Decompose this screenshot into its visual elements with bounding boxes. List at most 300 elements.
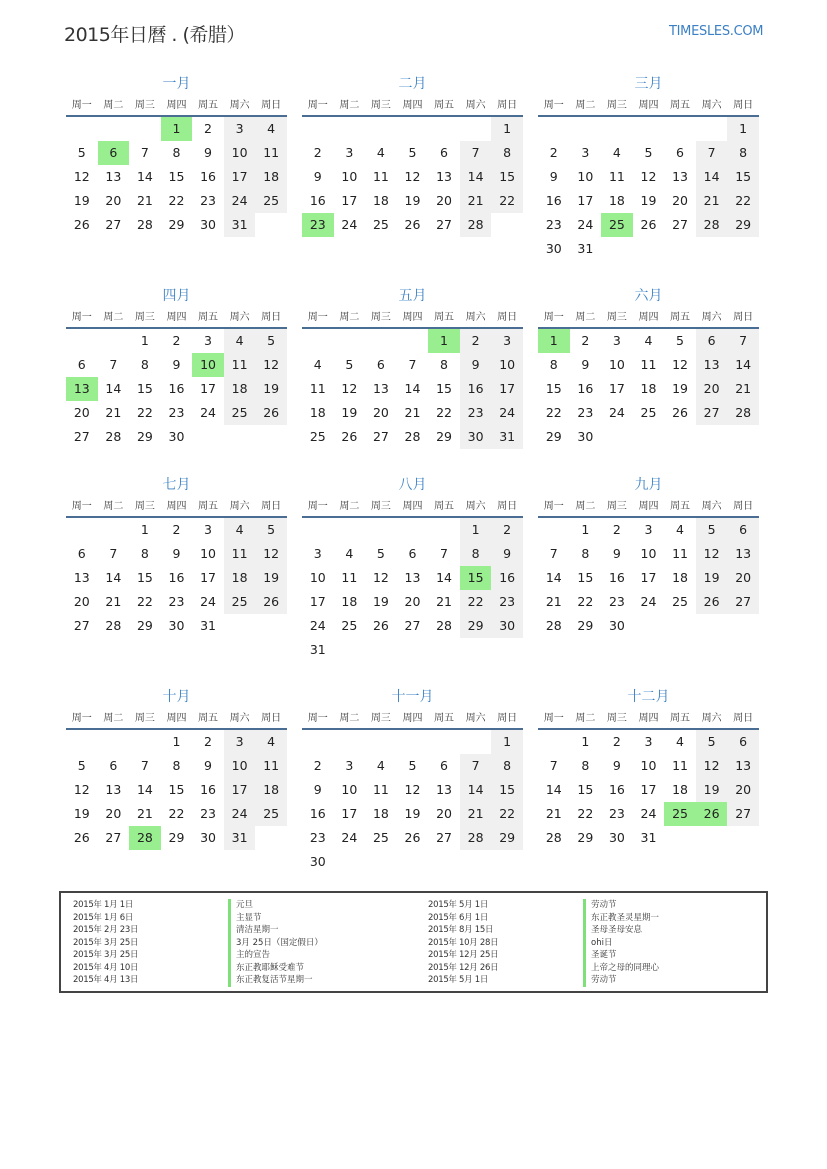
page-title: 2015年日曆 . (希腊） (64, 24, 245, 46)
day-cell: 15 (577, 570, 594, 585)
day-cell: 1 (491, 730, 523, 754)
holiday-item (73, 924, 323, 937)
day-cell: 14 (105, 570, 122, 585)
weekday-header (66, 496, 287, 518)
week-row (538, 590, 759, 614)
weekday-label: 周二 (103, 501, 124, 512)
weekday-label: 周五 (198, 501, 219, 512)
day-cell: 6 (440, 758, 448, 773)
week-row (302, 638, 523, 662)
empty-day-cell (365, 638, 397, 662)
day-cell: 13 (66, 377, 98, 401)
day-cell: 8 (172, 145, 181, 160)
day-cell: 20 (436, 806, 452, 821)
day-cell: 7 (696, 141, 728, 165)
holiday-name: 劳动节 (583, 899, 617, 912)
day-cell: 5 (696, 518, 728, 542)
day-cell: 7 (460, 141, 492, 165)
empty-day-cell (365, 329, 397, 353)
week-row (538, 802, 759, 826)
empty-day-cell (696, 614, 728, 638)
week-row (66, 401, 287, 425)
day-cell: 3 (644, 734, 653, 749)
holiday-name: 东正教圣灵星期一 (583, 912, 659, 925)
day-cell: 10 (309, 570, 326, 585)
weekday-label: 周三 (606, 100, 627, 111)
weekday-label: 周二 (103, 713, 124, 724)
empty-day-cell (365, 730, 397, 754)
day-cell: 19 (640, 193, 657, 208)
day-cell: 29 (168, 217, 185, 232)
day-cell: 6 (408, 546, 417, 561)
day-cell: 7 (440, 546, 448, 561)
day-cell: 21 (545, 594, 562, 609)
day-cell: 19 (341, 405, 358, 420)
empty-day-cell (727, 826, 759, 850)
empty-day-cell (255, 425, 287, 449)
day-cell: 9 (204, 758, 212, 773)
day-cell: 8 (549, 357, 558, 372)
day-cell: 25 (224, 401, 256, 425)
day-cell: 8 (491, 754, 523, 778)
day-cell: 14 (436, 570, 452, 585)
week-row (302, 141, 523, 165)
day-cell: 24 (640, 806, 657, 821)
day-cell: 29 (491, 826, 523, 850)
holiday-item (428, 949, 659, 962)
week-row (302, 778, 523, 802)
day-cell: 30 (200, 830, 216, 845)
day-cell: 26 (696, 590, 728, 614)
day-cell: 8 (140, 546, 149, 561)
day-cell: 5 (77, 758, 86, 773)
day-cell: 15 (460, 566, 492, 590)
weekday-label: 周二 (339, 312, 360, 323)
day-cell: 18 (255, 778, 287, 802)
day-cell: 13 (372, 381, 389, 396)
day-cell: 4 (255, 730, 287, 754)
week-row (302, 377, 523, 401)
day-cell: 27 (73, 429, 90, 444)
empty-day-cell (460, 638, 492, 662)
day-cell: 8 (440, 357, 448, 372)
day-cell: 18 (672, 570, 688, 585)
day-cell: 27 (372, 429, 389, 444)
day-cell: 16 (168, 570, 185, 585)
day-cell: 4 (345, 546, 354, 561)
day-cell: 27 (696, 401, 728, 425)
day-cell: 1 (161, 117, 193, 141)
day-cell: 15 (168, 169, 185, 184)
day-cell: 30 (460, 425, 492, 449)
day-cell: 9 (491, 542, 523, 566)
month-block (66, 73, 287, 237)
day-cell: 6 (440, 145, 448, 160)
day-cell: 17 (341, 193, 358, 208)
weekday-label: 周六 (465, 100, 486, 111)
day-cell: 19 (73, 806, 90, 821)
day-cell: 13 (105, 782, 122, 797)
empty-day-cell (428, 117, 460, 141)
day-cell: 3 (581, 145, 590, 160)
weekday-label: 周二 (575, 100, 596, 111)
week-row (302, 754, 523, 778)
empty-day-cell (365, 117, 397, 141)
day-cell: 13 (105, 169, 122, 184)
empty-day-cell (601, 117, 633, 141)
week-row (302, 590, 523, 614)
day-cell: 5 (255, 518, 287, 542)
day-cell: 30 (545, 241, 562, 256)
day-cell: 23 (302, 213, 334, 237)
day-cell: 5 (345, 357, 354, 372)
day-cell: 24 (341, 217, 358, 232)
week-row (538, 141, 759, 165)
empty-day-cell (334, 730, 366, 754)
month-name: 十二月 (627, 689, 670, 705)
weekday-label: 周一 (307, 501, 328, 512)
day-cell: 5 (676, 333, 684, 348)
day-cell: 11 (224, 542, 256, 566)
day-cell: 13 (727, 754, 759, 778)
holiday-item (73, 962, 323, 975)
empty-day-cell (334, 518, 366, 542)
day-cell: 29 (577, 830, 594, 845)
day-cell: 28 (436, 618, 452, 633)
day-cell: 13 (404, 570, 421, 585)
empty-day-cell (302, 117, 334, 141)
month-block (302, 474, 523, 662)
weekday-header (302, 307, 523, 329)
day-cell: 21 (460, 802, 492, 826)
weekday-label: 周五 (670, 100, 691, 111)
day-cell: 19 (255, 377, 287, 401)
weekday-label: 周六 (465, 312, 486, 323)
holiday-name: 东正教耶稣受难节 (228, 962, 304, 975)
week-row (538, 730, 759, 754)
week-row (66, 353, 287, 377)
day-cell: 8 (172, 758, 181, 773)
day-cell: 10 (608, 357, 625, 372)
empty-day-cell (397, 518, 429, 542)
day-cell: 26 (73, 217, 90, 232)
weekday-label: 周三 (370, 312, 391, 323)
day-cell: 30 (200, 217, 216, 232)
day-cell: 4 (644, 333, 653, 348)
week-row (66, 518, 287, 542)
holiday-item (428, 937, 659, 950)
day-cell: 13 (672, 169, 688, 184)
day-cell: 31 (577, 241, 594, 256)
week-row (302, 614, 523, 638)
weekday-label: 周三 (606, 713, 627, 724)
day-cell: 16 (608, 570, 625, 585)
day-cell: 20 (372, 405, 389, 420)
empty-day-cell (255, 826, 287, 850)
weekday-label: 周六 (229, 312, 250, 323)
day-cell: 23 (545, 217, 562, 232)
weekday-label: 周一 (543, 312, 564, 323)
day-cell: 25 (372, 830, 389, 845)
weekday-label: 周一 (543, 100, 564, 111)
empty-day-cell (66, 329, 98, 353)
day-cell: 20 (73, 594, 90, 609)
weekday-label: 周六 (229, 713, 250, 724)
weekday-label: 周四 (638, 100, 659, 111)
empty-day-cell (538, 730, 570, 754)
day-cell: 20 (73, 405, 90, 420)
day-cell: 2 (313, 758, 322, 773)
weekday-label: 周三 (370, 713, 391, 724)
day-cell: 18 (372, 193, 389, 208)
day-cell: 17 (491, 377, 523, 401)
day-cell: 5 (255, 329, 287, 353)
day-cell: 25 (664, 802, 696, 826)
day-cell: 31 (224, 213, 256, 237)
day-cell: 24 (224, 802, 256, 826)
day-cell: 27 (672, 217, 688, 232)
day-cell: 1 (538, 329, 570, 353)
empty-day-cell (66, 117, 98, 141)
empty-day-cell (491, 638, 523, 662)
empty-day-cell (255, 614, 287, 638)
day-cell: 7 (549, 546, 558, 561)
day-cell: 25 (224, 590, 256, 614)
day-cell: 23 (309, 830, 326, 845)
day-cell: 16 (545, 193, 562, 208)
day-cell: 14 (545, 570, 562, 585)
holiday-date: 2015年 12月 26日 (428, 962, 499, 973)
day-cell: 2 (549, 145, 558, 160)
day-cell: 21 (696, 189, 728, 213)
day-cell: 9 (612, 758, 621, 773)
week-row (66, 377, 287, 401)
day-cell: 4 (612, 145, 621, 160)
weekday-label: 周日 (497, 713, 518, 724)
day-cell: 23 (491, 590, 523, 614)
holiday-item (73, 912, 323, 925)
day-cell: 16 (309, 193, 326, 208)
holiday-name: 3月 25日（国定假日） (228, 937, 323, 950)
day-cell: 4 (313, 357, 322, 372)
day-cell: 7 (109, 357, 118, 372)
day-cell: 22 (136, 405, 153, 420)
weekday-header (538, 708, 759, 730)
day-cell: 1 (491, 117, 523, 141)
empty-day-cell (397, 329, 429, 353)
empty-day-cell (696, 237, 728, 261)
day-cell: 4 (676, 522, 684, 537)
weekday-label: 周四 (166, 713, 187, 724)
day-cell: 26 (341, 429, 358, 444)
month-block (302, 285, 523, 449)
weekday-label: 周六 (465, 713, 486, 724)
month-block (66, 474, 287, 638)
day-cell: 22 (491, 189, 523, 213)
day-cell: 11 (608, 169, 625, 184)
weekday-label: 周三 (370, 100, 391, 111)
day-cell: 23 (168, 405, 185, 420)
empty-day-cell (696, 117, 728, 141)
day-cell: 18 (309, 405, 326, 420)
day-cell: 25 (255, 802, 287, 826)
weekday-label: 周五 (670, 501, 691, 512)
day-cell: 13 (727, 542, 759, 566)
day-cell: 29 (136, 618, 153, 633)
weekday-label: 周五 (670, 713, 691, 724)
weekday-label: 周二 (103, 312, 124, 323)
day-cell: 13 (436, 169, 452, 184)
day-cell: 26 (640, 217, 657, 232)
week-row (302, 826, 523, 850)
empty-day-cell (727, 614, 759, 638)
day-cell: 25 (341, 618, 358, 633)
weekday-label: 周二 (339, 501, 360, 512)
day-cell: 10 (341, 169, 358, 184)
day-cell: 29 (460, 614, 492, 638)
day-cell: 30 (608, 830, 625, 845)
day-cell: 20 (105, 806, 122, 821)
holiday-date: 2015年 2月 23日 (73, 925, 139, 935)
day-cell: 3 (204, 522, 212, 537)
empty-day-cell (66, 518, 98, 542)
week-row (66, 425, 287, 449)
day-cell: 24 (491, 401, 523, 425)
day-cell: 11 (255, 141, 287, 165)
day-cell: 12 (672, 357, 688, 372)
day-cell: 27 (436, 830, 452, 845)
week-row (302, 850, 523, 874)
weekday-label: 周三 (134, 713, 155, 724)
weekday-label: 周日 (497, 312, 518, 323)
holiday-item (73, 949, 323, 962)
empty-day-cell (664, 237, 696, 261)
holiday-date: 2015年 1月 1日 (73, 900, 134, 910)
day-cell: 17 (200, 570, 216, 585)
weekday-label: 周日 (497, 100, 518, 111)
day-cell: 26 (73, 830, 90, 845)
day-cell: 11 (372, 169, 389, 184)
empty-day-cell (255, 213, 287, 237)
day-cell: 21 (436, 594, 452, 609)
week-row (302, 518, 523, 542)
empty-day-cell (98, 730, 130, 754)
holiday-name: 主的宣告 (228, 949, 270, 962)
day-cell: 3 (345, 145, 354, 160)
empty-day-cell (192, 425, 224, 449)
day-cell: 2 (172, 333, 181, 348)
weekday-header (302, 708, 523, 730)
weekday-header (538, 307, 759, 329)
empty-day-cell (601, 425, 633, 449)
empty-day-cell (428, 638, 460, 662)
day-cell: 19 (372, 594, 389, 609)
month-block (66, 285, 287, 449)
day-cell: 22 (168, 193, 185, 208)
day-cell: 30 (608, 618, 625, 633)
day-cell: 4 (224, 518, 256, 542)
month-block (538, 686, 759, 850)
empty-day-cell (428, 518, 460, 542)
empty-day-cell (302, 518, 334, 542)
day-cell: 16 (577, 381, 594, 396)
day-cell: 8 (460, 542, 492, 566)
day-cell: 10 (640, 546, 657, 561)
day-cell: 1 (727, 117, 759, 141)
weekday-label: 周日 (261, 100, 282, 111)
holiday-name: 清洁星期一 (228, 924, 279, 937)
empty-day-cell (491, 213, 523, 237)
day-cell: 14 (136, 169, 153, 184)
empty-day-cell (460, 730, 492, 754)
empty-day-cell (570, 117, 602, 141)
day-cell: 19 (672, 381, 688, 396)
day-cell: 16 (168, 381, 185, 396)
weekday-label: 周四 (166, 312, 187, 323)
day-cell: 20 (105, 193, 122, 208)
empty-day-cell (428, 730, 460, 754)
day-cell: 24 (640, 594, 657, 609)
weekday-header (538, 95, 759, 117)
month-block (66, 686, 287, 850)
weekday-label: 周四 (402, 501, 423, 512)
day-cell: 3 (491, 329, 523, 353)
week-row (538, 778, 759, 802)
weekday-header (302, 496, 523, 518)
week-row (538, 377, 759, 401)
weekday-label: 周五 (198, 100, 219, 111)
month-name: 十一月 (391, 689, 434, 705)
day-cell: 6 (98, 141, 130, 165)
weekday-label: 周六 (701, 100, 722, 111)
empty-day-cell (538, 518, 570, 542)
day-cell: 6 (77, 357, 86, 372)
month-block (538, 73, 759, 261)
day-cell: 2 (204, 121, 212, 136)
month-name: 八月 (398, 477, 427, 493)
empty-day-cell (397, 730, 429, 754)
day-cell: 26 (372, 618, 389, 633)
month-block (302, 686, 523, 874)
week-row (66, 165, 287, 189)
weekday-header (538, 496, 759, 518)
day-cell: 7 (140, 758, 149, 773)
day-cell: 16 (608, 782, 625, 797)
site-logo[interactable]: TIMESLES.COM (669, 24, 764, 39)
day-cell: 7 (460, 754, 492, 778)
empty-day-cell (538, 117, 570, 141)
day-cell: 30 (168, 618, 185, 633)
day-cell: 22 (727, 189, 759, 213)
month-name: 十月 (162, 689, 191, 705)
day-cell: 11 (224, 353, 256, 377)
day-cell: 15 (491, 778, 523, 802)
empty-day-cell (334, 117, 366, 141)
weekday-header (66, 708, 287, 730)
day-cell: 5 (376, 546, 385, 561)
day-cell: 2 (491, 518, 523, 542)
empty-day-cell (664, 614, 696, 638)
day-cell: 29 (436, 429, 452, 444)
weekday-label: 周三 (134, 100, 155, 111)
day-cell: 2 (313, 145, 322, 160)
day-cell: 1 (140, 333, 149, 348)
day-cell: 28 (136, 217, 153, 232)
day-cell: 6 (376, 357, 385, 372)
day-cell: 28 (404, 429, 421, 444)
day-cell: 30 (309, 854, 326, 869)
week-row (538, 189, 759, 213)
